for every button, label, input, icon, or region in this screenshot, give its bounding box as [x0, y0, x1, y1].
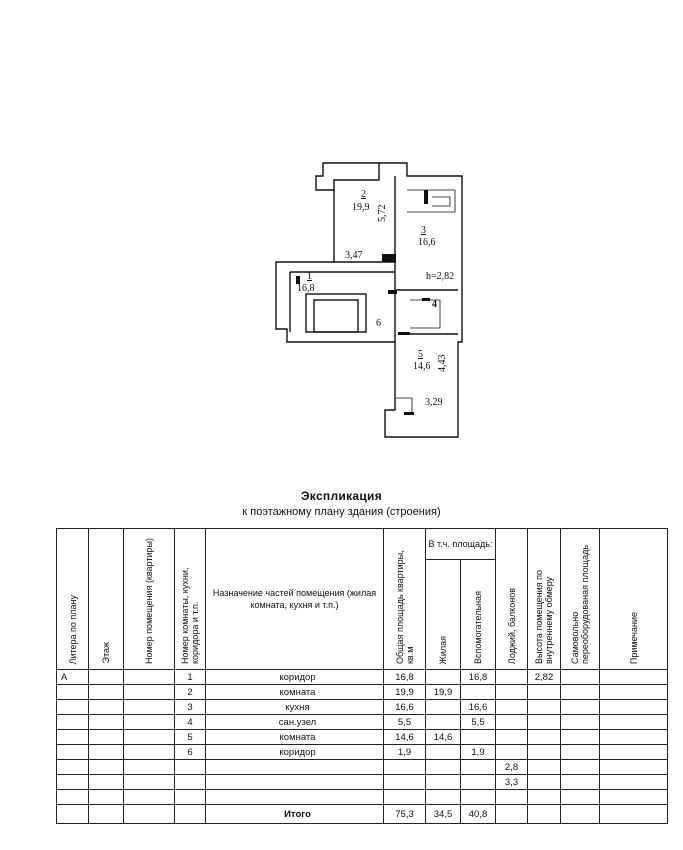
- cell-litera: [57, 730, 89, 745]
- plan-label: 1: [307, 271, 312, 282]
- cell-litera: [57, 760, 89, 775]
- cell-total: [384, 775, 426, 790]
- cell-aux: [461, 760, 496, 775]
- cell-aux: [461, 685, 496, 700]
- header-height: Высота помещения по внутреннему обмеру: [528, 529, 561, 670]
- cell-room: 5: [175, 730, 206, 745]
- cell-purpose: [206, 790, 384, 805]
- cell-living: [426, 790, 461, 805]
- cell-room: [175, 790, 206, 805]
- cell-room: [175, 760, 206, 775]
- cell-height: [528, 745, 561, 760]
- cell-total: 16,6: [384, 700, 426, 715]
- cell-room: 4: [175, 715, 206, 730]
- cell-living: 19,9: [426, 685, 461, 700]
- cell-living: [426, 760, 461, 775]
- cell-purpose: комната: [206, 685, 384, 700]
- cell-height: [528, 685, 561, 700]
- document-subtitle: к поэтажному плану здания (строения): [242, 506, 441, 518]
- cell-living: [426, 670, 461, 685]
- cell-litera: [57, 775, 89, 790]
- cell-aux: 16,8: [461, 670, 496, 685]
- cell-height: [528, 715, 561, 730]
- plan-label: 2: [361, 189, 366, 200]
- header-litera: Литера по плану: [57, 529, 89, 670]
- plan-label: 6: [376, 318, 381, 329]
- header-purpose: Назначение частей помещения (жилая комната, кухня и т.п.): [206, 529, 384, 670]
- table-row: [57, 745, 668, 760]
- cell-total: 1,9: [384, 745, 426, 760]
- cell-litera: [57, 715, 89, 730]
- plan-fills: [296, 190, 430, 415]
- plan-label: 5: [418, 349, 423, 360]
- header-room-number: Номер комнаты, кухни, коридора и т.п.: [175, 529, 206, 670]
- cell-total: [384, 760, 426, 775]
- cell-height: [528, 790, 561, 805]
- cell-height: [528, 760, 561, 775]
- plan-height: h=2,82: [426, 271, 455, 282]
- header-total-area: Общая площадь квартиры, кв.м: [384, 529, 426, 670]
- cell-living: [426, 775, 461, 790]
- document-title: Экспликация: [300, 489, 383, 503]
- total-area: 75,3: [384, 805, 426, 824]
- table-row: [57, 700, 668, 715]
- header-note: Примечание: [600, 529, 668, 670]
- table-row: [57, 730, 668, 745]
- cell-height: [528, 775, 561, 790]
- plan-dimension: 3,29: [425, 397, 443, 408]
- cell-aux: [461, 775, 496, 790]
- cell-room: 2: [175, 685, 206, 700]
- cell-living: [426, 715, 461, 730]
- cell-loggia: [496, 730, 528, 745]
- plan-label: 4: [432, 299, 437, 310]
- cell-purpose: коридор: [206, 670, 384, 685]
- cell-room: 3: [175, 700, 206, 715]
- cell-total: 19,9: [384, 685, 426, 700]
- cell-loggia: 3,3: [496, 775, 528, 790]
- explication-table: [56, 528, 668, 824]
- table-row: [57, 685, 668, 700]
- total-label: Итого: [206, 805, 384, 824]
- cell-purpose: [206, 775, 384, 790]
- cell-purpose: кухня: [206, 700, 384, 715]
- cell-purpose: комната: [206, 730, 384, 745]
- cell-aux: [461, 790, 496, 805]
- plan-details: [396, 190, 455, 414]
- cell-room: 6: [175, 745, 206, 760]
- cell-loggia: [496, 790, 528, 805]
- cell-litera: [57, 685, 89, 700]
- header-apartment: Номер помещения (квартиры): [124, 529, 175, 670]
- table-row: [57, 775, 668, 790]
- plan-dimension: 3,47: [345, 250, 363, 261]
- cell-aux: 5,5: [461, 715, 496, 730]
- cell-loggia: [496, 700, 528, 715]
- cell-living: 14,6: [426, 730, 461, 745]
- cell-loggia: [496, 745, 528, 760]
- cell-total: 5,5: [384, 715, 426, 730]
- header-self-built: Самовольно переоборудованая площадь: [561, 529, 600, 670]
- total-living: 34,5: [426, 805, 461, 824]
- table-row: [57, 790, 668, 805]
- plan-dimension: 5,72: [377, 204, 388, 222]
- plan-label: 3: [421, 225, 426, 236]
- cell-height: [528, 730, 561, 745]
- plan-label: 16,6: [418, 237, 436, 248]
- plan-dimension: 4,43: [437, 354, 448, 372]
- cell-litera: [57, 745, 89, 760]
- header-floor: Этаж: [89, 529, 124, 670]
- cell-height: [528, 700, 561, 715]
- plan-label: 16,8: [297, 283, 315, 294]
- header-living: Жилая: [426, 560, 461, 670]
- cell-loggia: [496, 670, 528, 685]
- cell-loggia: [496, 715, 528, 730]
- cell-purpose: коридор: [206, 745, 384, 760]
- header-auxiliary: Вспомогательная: [461, 560, 496, 670]
- cell-height: 2,82: [528, 670, 561, 685]
- total-row: [57, 805, 668, 824]
- cell-total: 14,6: [384, 730, 426, 745]
- cell-loggia: 2,8: [496, 760, 528, 775]
- cell-litera: [57, 700, 89, 715]
- cell-aux: 1,9: [461, 745, 496, 760]
- cell-aux: 16,6: [461, 700, 496, 715]
- plan-label: 19,9: [352, 202, 370, 213]
- cell-litera: [57, 790, 89, 805]
- total-aux: 40,8: [461, 805, 496, 824]
- cell-room: 1: [175, 670, 206, 685]
- cell-aux: [461, 730, 496, 745]
- cell-total: [384, 790, 426, 805]
- table-body: [57, 670, 668, 824]
- table-row: [57, 715, 668, 730]
- cell-room: [175, 775, 206, 790]
- cell-litera: А: [57, 670, 89, 685]
- cell-loggia: [496, 685, 528, 700]
- table-row: [57, 670, 668, 685]
- cell-total: 16,8: [384, 670, 426, 685]
- table-row: [57, 760, 668, 775]
- cell-living: [426, 700, 461, 715]
- cell-purpose: [206, 760, 384, 775]
- cell-living: [426, 745, 461, 760]
- cell-purpose: сан.узел: [206, 715, 384, 730]
- header-group-area: В т.ч. площадь:: [426, 529, 496, 560]
- plan-label: 14,6: [413, 361, 431, 372]
- header-loggia: Лоджий, балконов: [496, 529, 528, 670]
